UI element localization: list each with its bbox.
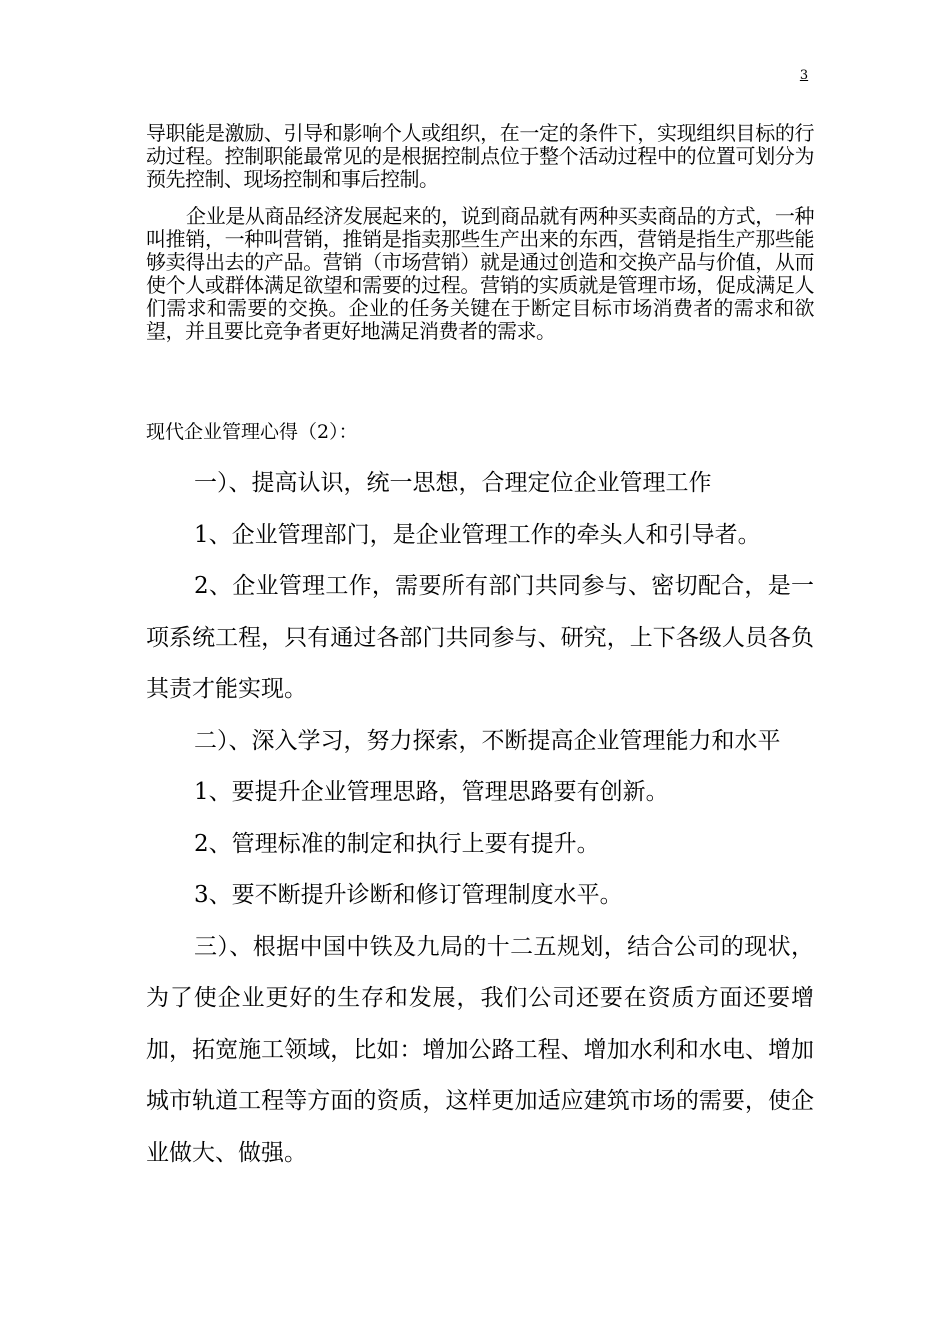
- subheading-3: 三）、根据中国中铁及九局的十二五规划，结合公司的现状，为了使企业更好的生存和发展，我们公司还要在资质方面还要增加，拓宽施工领域，比如：增加公路工程、增加水利和水电、增加城市轨道工程等方面的资质，这样更加适应建筑市场的需要，使企业做大、做强。: [146, 933, 814, 1166]
- subheading-1: 一）、提高认识，统一思想，合理定位企业管理工作: [194, 470, 712, 496]
- main-content: [146, 458, 814, 1179]
- paragraph-marketing: [146, 205, 814, 343]
- list-item: 1、要提升企业管理思路，管理思路要有创新。: [194, 779, 669, 805]
- paragraph: 企业是从商品经济发展起来的，说到商品就有两种买卖商品的方式，一种叫推销，一种叫营销，推销是指卖那些生产出来的东西，营销是指生产那些能够卖得出去的产品。营销（市场营销）就是通过创造和交换产品与价值，从而使个人或群体满足欲望和需要的过程。营销的实质就是管理市场，促成满足人们需求和需要的交换。企业的任务关键在于断定目标市场消费者的需求和欲望，并且要比竞争者更好地满足消费者的需求。: [146, 204, 814, 343]
- subheading-2: 二）、深入学习，努力探索，不断提高企业管理能力和水平: [194, 727, 781, 754]
- section-heading: 现代企业管理心得（2）：: [146, 421, 358, 443]
- paragraph-continued: [146, 122, 814, 191]
- list-item: 1、企业管理部门，是企业管理工作的牵头人和引导者。: [194, 521, 761, 548]
- page-number: 3: [799, 68, 809, 83]
- paragraph: 导职能是激励、引导和影响个人或组织，在一定的条件下，实现组织目标的行动过程。控制职能最常见的是根据控制点位于整个活动过程中的位置可划分为预先控制、现场控制和事后控制。: [146, 121, 814, 191]
- list-item: 3、要不断提升诊断和修订管理制度水平。: [194, 882, 623, 908]
- list-item: 2、企业管理工作，需要所有部门共同参与、密切配合，是一项系统工程，只有通过各部门共同参与、研究，上下各级人员各负其责才能实现。: [146, 573, 814, 702]
- list-item: 2、管理标准的制定和执行上要有提升。: [194, 830, 600, 857]
